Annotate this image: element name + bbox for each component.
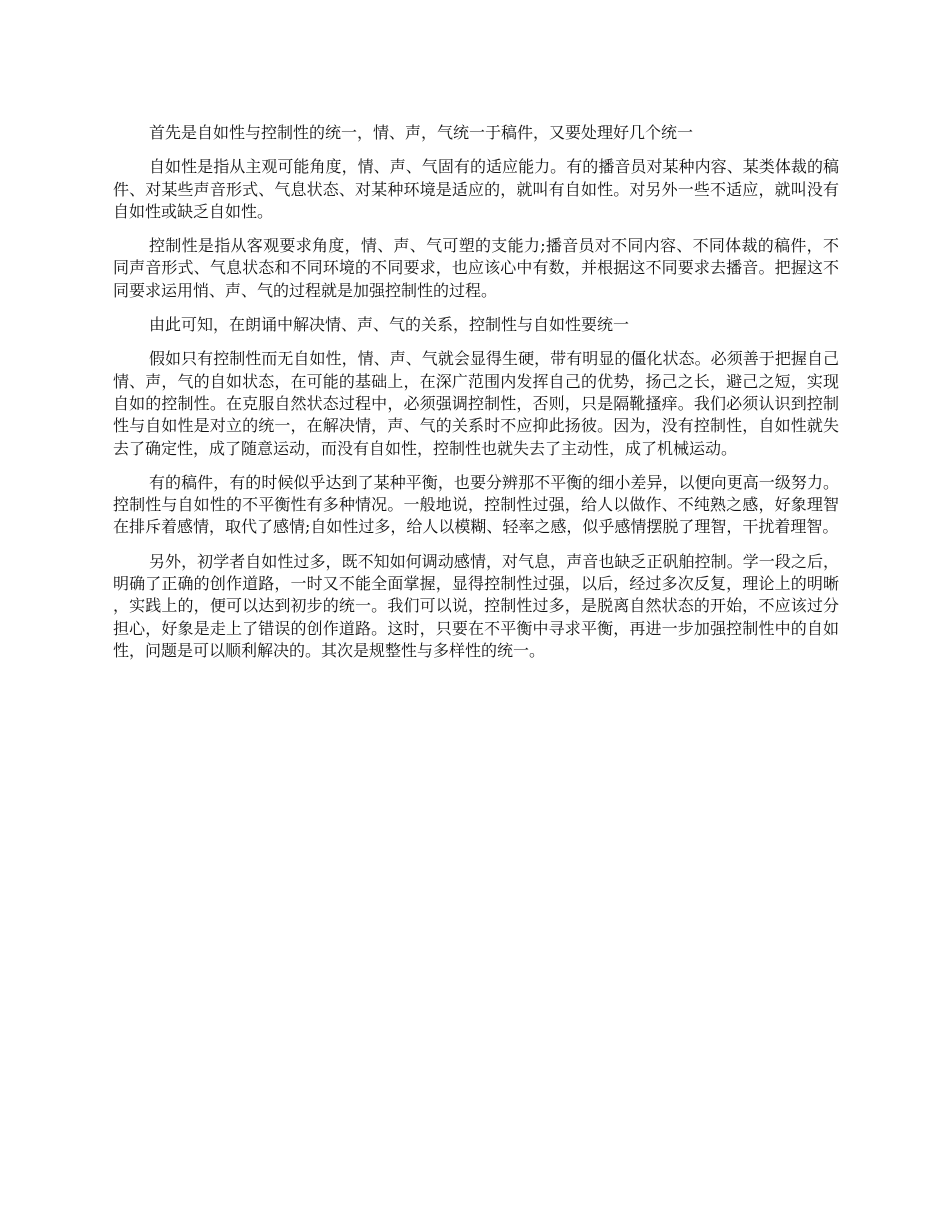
document-body [113,122,839,674]
paragraph-2: 自如性是指从主观可能角度，情、声、气固有的适应能力。有的播音员对某种内容、某类体裁的稿件、对某些声音形式、气息状态、对某种环境是适应的，就叫有自如性。对另外一些不适应，就叫没有自如性或缺乏自如性。 [113,157,839,221]
paragraph-3: 控制性是指从客观要求角度，情、声、气可塑的支能力;播音员对不同内容、不同体裁的稿件，不同声音形式、气息状态和不同环境的不同要求，也应该心中有数，并根据这不同要求去播音。把握这不同要求运用悄、声、气的过程就是加强控制性的过程。 [113,236,839,300]
paragraph-5: 假如只有控制性而无自如性，情、声、气就会显得生硬，带有明显的僵化状态。必须善于把握自己情、声，气的自如状态，在可能的基础上，在深广范围内发挥自己的优势，扬己之长，避己之短，实现自如的控制性。在克服自然状态过程中，必须强调控制性，否则，只是隔靴搔痒。我们必须认识到控制性与自如性是对立的统一，在解决情，声、气的关系时不应抑此扬彼。因为，没有控制性，自如性就失去了确定性，成了随意运动，而没有自如性，控制性也就失去了主动性，成了机械运动。 [113,349,839,458]
paragraph-4: 由此可知，在朗诵中解决情、声、气的关系，控制性与自如性要统一 [149,315,630,335]
paragraph-7: 另外，初学者自如性过多，既不知如何调动感情，对气息，声音也缺乏正矾舶控制。学一段之后，明确了正确的创作道路，一时又不能全面掌握，显得控制性过强，以后，经过多次反复，理论上的明晰，实践上的，便可以达到初步的统一。我们可以说，控制性过多，是脱离自然状态的开始，不应该过分担心，好象是走上了错误的创作道路。这时，只要在不平衡中寻求平衡，再进一步加强控制性中的自如性，问题是可以顺利解决的。其次是规整性与多样性的统一。 [113,551,839,660]
paragraph-6: 有的稿件，有的时候似乎达到了某种平衡，也要分辨那不平衡的细小差异，以便向更高一级努力。控制性与自如性的不平衡性有多种情况。一般地说，控制性过强，给人以做作、不纯熟之感，好象理智在排斥着感情，取代了感情;自如性过多，给人以模糊、轻率之感，似乎感情摆脱了理智，干扰着理智。 [113,472,839,537]
paragraph-1: 首先是自如性与控制性的统一，情、声，气统一于稿件，又要处理好几个统一 [149,123,694,142]
